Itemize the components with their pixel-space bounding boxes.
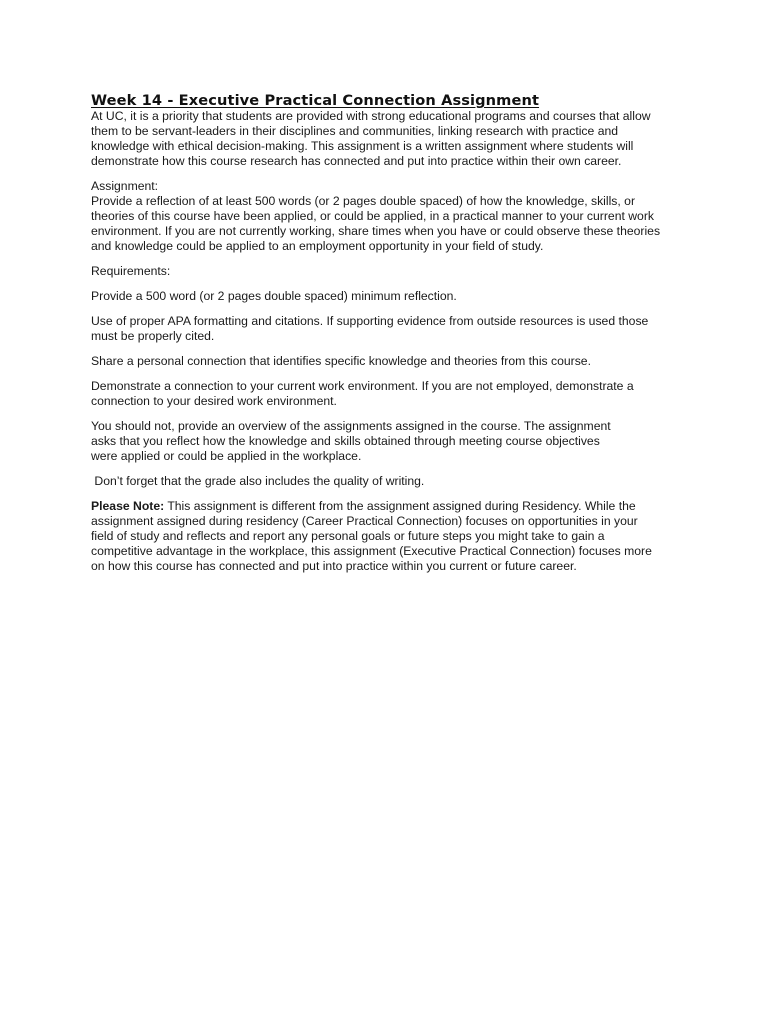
- text-line: Use of proper APA formatting and citations. If supporting evidence from outside resources is used those: [91, 314, 649, 328]
- text-line: environment. If you are not currently working, share times when you have or could observe these theories: [91, 224, 661, 238]
- text-line: Share a personal connection that identifies specific knowledge and theories from this course.: [91, 354, 591, 368]
- text-line: Demonstrate a connection to your current work environment. If you are not employed, demonstrate a: [91, 379, 634, 393]
- text-line: theories of this course have been applied, or could be applied, in a practical manner to your current work: [91, 209, 654, 223]
- text-line: must be properly cited.: [91, 329, 215, 343]
- requirement-no-overview: [91, 419, 691, 464]
- assignment-paragraph: [91, 179, 691, 254]
- text-line: You should not, provide an overview of the assignments assigned in the course. The assignment: [91, 419, 611, 433]
- text-line: Provide a reflection of at least 500 words (or 2 pages double spaced) of how the knowledge, skills, or: [91, 194, 636, 208]
- text-line: field of study and reflects and report any personal goals or future steps you might take to gain a: [91, 529, 605, 543]
- note-first-line: [91, 499, 691, 514]
- intro-paragraph: [91, 109, 691, 169]
- document-content: [91, 92, 691, 584]
- requirement-reflection: [91, 289, 691, 304]
- note-paragraph: [91, 499, 691, 574]
- requirement-personal-connection: [91, 354, 691, 369]
- text-line: on how this course has connected and put into practice within you current or future career.: [91, 559, 577, 573]
- text-line: competitive advantage in the workplace, this assignment (Executive Practical Connection) focuses more: [91, 544, 652, 558]
- text-line: Don’t forget that the grade also includes the quality of writing.: [91, 474, 425, 488]
- text-line: At UC, it is a priority that students are provided with strong educational programs and courses that allow: [91, 109, 651, 123]
- text-line: demonstrate how this course research has connected and put into practice within their own career.: [91, 154, 622, 168]
- text-line: were applied or could be applied in the workplace.: [91, 449, 362, 463]
- text-line: asks that you reflect how the knowledge and skills obtained through meeting course objectives: [91, 434, 600, 448]
- requirement-apa: [91, 314, 691, 344]
- requirement-work-connection: [91, 379, 691, 409]
- text-line: Provide a 500 word (or 2 pages double spaced) minimum reflection.: [91, 289, 457, 303]
- text-line: them to be servant-leaders in their disciplines and communities, linking research with practice and: [91, 124, 619, 138]
- text-line: knowledge with ethical decision-making. This assignment is a written assignment where students will: [91, 139, 634, 153]
- text-line: assignment assigned during residency (Career Practical Connection) focuses on opportunities in your: [91, 514, 638, 528]
- text-line: and knowledge could be applied to an employment opportunity in your field of study.: [91, 239, 544, 253]
- note-label: Please Note:: [91, 499, 165, 513]
- requirements-label: Requirements:: [91, 264, 171, 278]
- assignment-label: Assignment:: [91, 179, 159, 193]
- requirement-writing-quality: [91, 474, 691, 489]
- text-line: This assignment is different from the assignment assigned during Residency. While the: [164, 499, 636, 513]
- text-line: connection to your desired work environment.: [91, 394, 337, 408]
- page-title: Week 14 - Executive Practical Connection Assignment: [91, 92, 540, 109]
- requirements-heading: [91, 264, 691, 279]
